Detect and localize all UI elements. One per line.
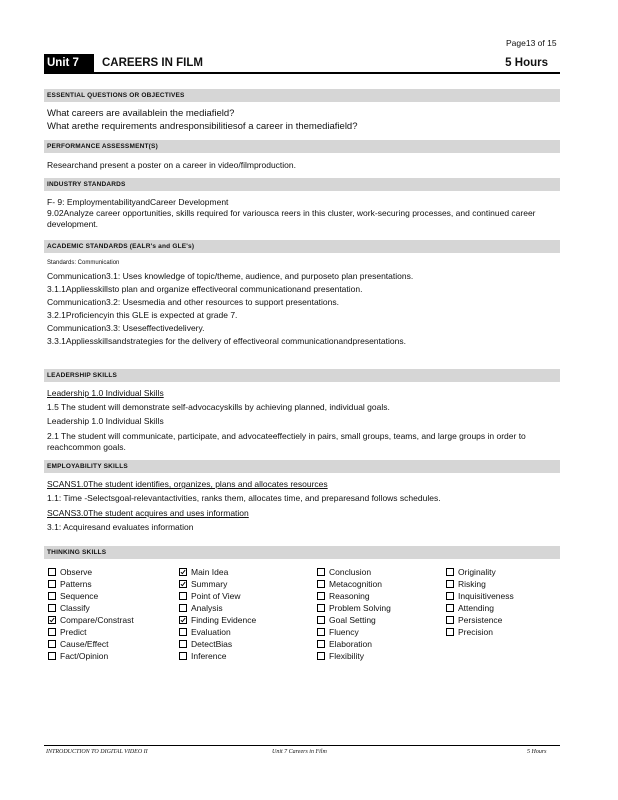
checkbox-checked[interactable] [179,580,187,588]
thinking-skill-label: Metacognition [329,579,382,589]
thinking-skill-label: Observe [60,567,93,577]
checkbox-unchecked[interactable] [179,628,187,636]
checkbox-unchecked[interactable] [446,580,454,588]
thinking-skill-label: Fact/Opinion [60,651,109,661]
thinking-skill-label: Conclusion [329,567,372,577]
scans3-title: SCANS3.0The student acquires and uses information [47,508,249,518]
thinking-skill-label: Attending [458,603,494,613]
scans1-text: 1.1: Time -Selectsgoal-relevantactivities, ranks them, allocates time, and preparesand follows schedules. [47,493,441,503]
thinking-skills-column-2 [179,566,256,662]
unit-header-bar [44,54,560,74]
checkbox-unchecked[interactable] [317,652,325,660]
thinking-skill-label: Finding Evidence [191,615,257,625]
thinking-skills-column-3 [317,566,391,662]
thinking-skill-label: Originality [458,567,496,577]
thinking-skill-label: Problem Solving [329,603,391,613]
industry-line: 9.02Analyze career opportunities, skills required for variousca reers in this cluster, work-securing processes, and continued career development. [47,208,536,229]
thinking-skill-label: Analysis [191,603,223,613]
thinking-skill-label: Persistence [458,615,503,625]
thinking-skill-label: Classify [60,603,90,613]
thinking-skill-label: Evaluation [191,627,231,637]
industry-line: F- 9: EmploymentabilityandCareer Development [47,197,229,207]
thinking-skill-item [446,566,514,578]
thinking-skill-item [446,578,514,590]
thinking-skill-item [446,602,514,614]
thinking-skill-label: Fluency [329,627,359,637]
checkbox-unchecked[interactable] [48,604,56,612]
checkbox-unchecked[interactable] [446,592,454,600]
checkbox-unchecked[interactable] [446,568,454,576]
checkbox-checked[interactable] [179,616,187,624]
check-icon [180,580,186,588]
check-icon [180,568,186,576]
thinking-skill-item [179,566,256,578]
thinking-skills-column-4 [446,566,514,638]
essential-questions-header: ESSENTIAL QUESTIONS OR OBJECTIVES [44,89,560,102]
thinking-skill-item [48,590,134,602]
thinking-skill-item [317,566,391,578]
thinking-skill-label: Goal Setting [329,615,376,625]
unit-label: Unit 7 [44,54,94,72]
thinking-skill-item [317,602,391,614]
checkbox-unchecked[interactable] [317,568,325,576]
page-number: Page13 of 15 [506,38,557,48]
checkbox-unchecked[interactable] [317,616,325,624]
thinking-skill-label: Cause/Effect [60,639,109,649]
thinking-skill-item [179,578,256,590]
thinking-skill-item [317,638,391,650]
thinking-skill-label: DetectBias [191,639,233,649]
employability-skills-header: EMPLOYABILITY SKILLS [44,460,560,473]
checkbox-unchecked[interactable] [446,628,454,636]
thinking-skill-item [317,614,391,626]
thinking-skill-label: Compare/Constrast [60,615,134,625]
thinking-skills-column-1 [48,566,134,662]
thinking-skill-label: Inference [191,651,227,661]
footer-course: INTRODUCTION TO DIGITAL VIDEO II [46,749,148,755]
leadership-title: Leadership 1.0 Individual Skills [47,388,164,398]
leadership-skills-header: LEADERSHIP SKILLS [44,369,560,382]
check-icon [180,616,186,624]
academic-line: 3.2.1Proficiencyin this GLE is expected at grade 7. [47,310,238,320]
thinking-skill-item [48,626,134,638]
academic-line: Communication3.2: Usesmedia and other resources to support presentations. [47,297,339,307]
academic-line: Communication3.1: Uses knowledge of topic/theme, audience, and purposeto plan presentations. [47,271,414,281]
thinking-skill-item [179,590,256,602]
thinking-skill-label: Reasoning [329,591,370,601]
thinking-skill-item [317,578,391,590]
checkbox-checked[interactable] [48,616,56,624]
thinking-skill-item [48,578,134,590]
industry-standards-header: INDUSTRY STANDARDS [44,178,560,191]
thinking-skill-label: Predict [60,627,87,637]
academic-line: 3.1.1Appliesskillsto plan and organize effectiveoral communicationand presentation. [47,284,363,294]
thinking-skill-item [48,566,134,578]
unit-hours: 5 Hours [505,57,548,69]
thinking-skill-item [179,650,256,662]
footer-unit: Unit 7 Careers in Film [272,749,327,755]
scans1-title: SCANS1.0The student identifies, organizes, plans and allocates resources [47,479,328,489]
footer-rule [44,745,560,746]
checkbox-unchecked[interactable] [48,592,56,600]
checkbox-checked[interactable] [179,568,187,576]
performance-assessment-header: PERFORMANCE ASSESSMENT(S) [44,140,560,153]
checkbox-unchecked[interactable] [48,628,56,636]
thinking-skill-item [48,614,134,626]
leadership-line: 1.5 The student will demonstrate self-advocacyskills by achieving planned, individual goals. [47,402,390,412]
check-icon [49,616,55,624]
checkbox-unchecked[interactable] [317,592,325,600]
academic-line: 3.3.1Appliesskillsandstrategies for the delivery of effectiveoral communicationandpresentations. [47,336,406,346]
checkbox-unchecked[interactable] [48,568,56,576]
leadership-line: 2.1 The student will communicate, participate, and advocateeffectiely in pairs, small groups, teams, and large groups in order to reachcommon goals. [47,431,526,452]
thinking-skill-label: Precision [458,627,493,637]
thinking-skill-item [446,614,514,626]
checkbox-unchecked[interactable] [317,628,325,636]
thinking-skill-label: Risking [458,579,486,589]
thinking-skill-label: Summary [191,579,228,589]
thinking-skill-label: Sequence [60,591,99,601]
thinking-skill-item [179,602,256,614]
checkbox-unchecked[interactable] [446,616,454,624]
thinking-skill-item [48,638,134,650]
checkbox-unchecked[interactable] [179,604,187,612]
checkbox-unchecked[interactable] [48,580,56,588]
thinking-skill-item [446,590,514,602]
unit-title: CAREERS IN FILM [102,57,203,69]
checkbox-unchecked[interactable] [317,640,325,648]
thinking-skill-label: Flexibility [329,651,364,661]
thinking-skill-item [317,590,391,602]
checkbox-unchecked[interactable] [446,604,454,612]
essential-line: What arethe requirements andresponsibilitiesof a career in themediafield? [47,121,358,132]
checkbox-unchecked[interactable] [179,592,187,600]
checkbox-unchecked[interactable] [48,640,56,648]
thinking-skill-item [446,626,514,638]
thinking-skill-item [48,650,134,662]
thinking-skill-label: Point of View [191,591,241,601]
thinking-skill-label: Elaboration [329,639,373,649]
thinking-skill-item [48,602,134,614]
academic-line: Communication3.3: Useseffectivedelivery. [47,323,205,333]
checkbox-unchecked[interactable] [179,652,187,660]
thinking-skill-item [179,626,256,638]
leadership-line: Leadership 1.0 Individual Skills [47,416,164,426]
performance-line: Researchand present a poster on a career in video/filmproduction. [47,160,297,170]
thinking-skill-item [317,626,391,638]
academic-standards-header: ACADEMIC STANDARDS (EALR's and GLE's) [44,240,560,253]
checkbox-unchecked[interactable] [317,604,325,612]
thinking-skill-item [179,638,256,650]
thinking-skills-header: THINKING SKILLS [44,546,560,559]
checkbox-unchecked[interactable] [317,580,325,588]
thinking-skill-item [179,614,256,626]
thinking-skill-label: Patterns [60,579,92,589]
thinking-skill-label: Inquisitiveness [458,591,514,601]
checkbox-unchecked[interactable] [179,640,187,648]
footer-hours: 5 Hours [527,749,547,755]
checkbox-unchecked[interactable] [48,652,56,660]
thinking-skill-label: Main Idea [191,567,229,577]
academic-subheading: Standards: Communication [47,260,120,266]
thinking-skill-item [317,650,391,662]
scans3-text: 3.1: Acquiresand evaluates information [47,522,194,532]
essential-line: What careers are availablein the mediafield? [47,108,235,119]
